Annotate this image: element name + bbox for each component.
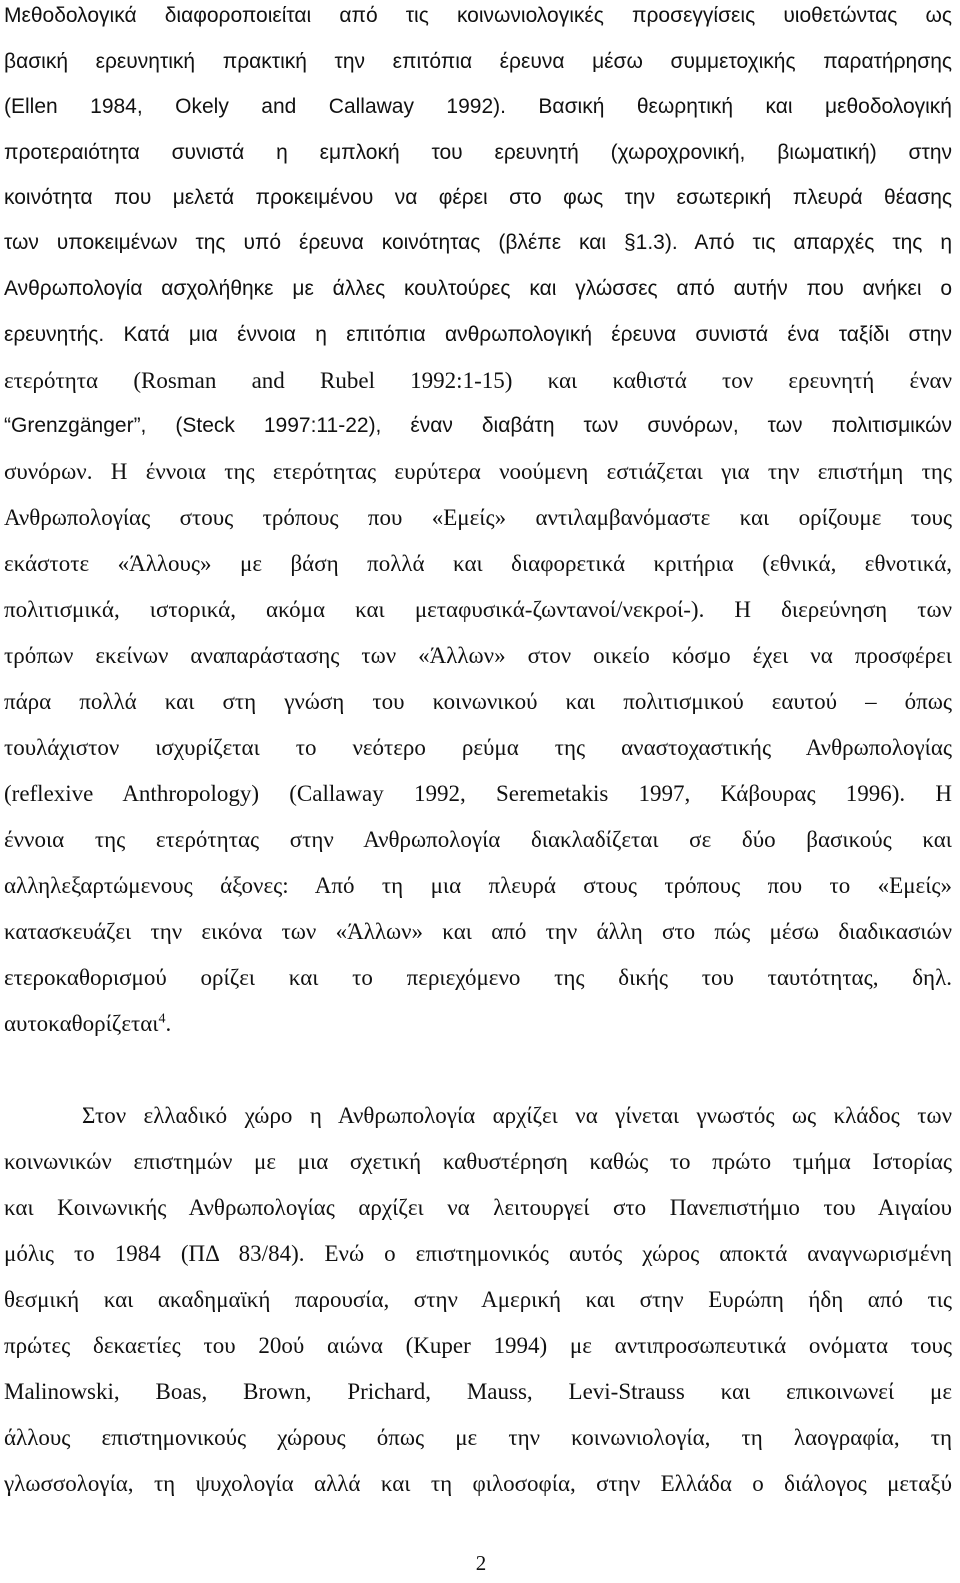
text-line: Μεθοδολογικά διαφοροποιείται από τις κοινωνιολογικές προσεγγίσεις υιοθετώντας ως: [4, 4, 952, 27]
text-line: άλλους επιστημονικούς χώρους όπως με την κοινωνιολογία, τη λαογραφία, τη: [4, 1425, 952, 1450]
footnote-reference[interactable]: 4: [158, 1011, 166, 1027]
text-line: εκάστοτε «Άλλους» με βάση πολλά και διαφορετικά κριτήρια (εθνικά, εθνοτικά,: [4, 551, 952, 576]
text-line: ερευνητής. Κατά μια έννοια η επιτόπια ανθρωπολογική έρευνα συνιστά ένα ταξίδι στην: [4, 323, 952, 346]
text-line: θεσμική και ακαδημαϊκή παρουσία, στην Αμερική και στην Ευρώπη ήδη από τις: [4, 1287, 952, 1312]
text-line: “Grenzgänger”, (Steck 1997:11-22), έναν διαβάτη των συνόρων, των πολιτισμικών: [4, 414, 952, 437]
text-line: μόλις το 1984 (ΠΔ 83/84). Ενώ ο επιστημονικός αυτός χώρος αποκτά αναγνωρισμένη: [4, 1241, 952, 1266]
text-line: ετερότητα (Rosman and Rubel 1992:1-15) και καθιστά τον ερευνητή έναν: [4, 368, 952, 393]
text-line: Malinowski, Boas, Brown, Prichard, Mauss, Levi-Strauss και επικοινωνεί με: [4, 1379, 952, 1404]
text-line: κοινότητα που μελετά προκειμένου να φέρει στο φως την εσωτερική πλευρά θέασης: [4, 186, 952, 209]
text-line: κοινωνικών επιστημών με μια σχετική καθυστέρηση καθώς το πρώτο τμήμα Ιστορίας: [4, 1149, 952, 1174]
text-line: και Κοινωνικής Ανθρωπολογίας αρχίζει να λειτουργεί στο Πανεπιστήμιο του Αιγαίου: [4, 1195, 952, 1220]
text-line: συνόρων. Η έννοια της ετερότητας ευρύτερα νοούμενη εστιάζεται για την επιστήμη της: [4, 459, 952, 484]
text-line: έννοια της ετερότητας στην Ανθρωπολογία διακλαδίζεται σε δύο βασικούς και: [4, 827, 952, 852]
text-line: κατασκευάζει την εικόνα των «Άλλων» και από την άλλη στο πώς μέσω διαδικασιών: [4, 919, 952, 944]
text-line: Στον ελλαδικό χώρο η Ανθρωπολογία αρχίζει να γίνεται γνωστός ως κλάδος των: [82, 1103, 952, 1128]
text-line: Ανθρωπολογίας στους τρόπους που «Εμείς» αντιλαμβανόμαστε και ορίζουμε τους: [4, 505, 952, 530]
text-line: (reflexive Anthropology) (Callaway 1992, Seremetakis 1997, Κάβουρας 1996). Η: [4, 781, 952, 806]
text-line: πολιτισμικά, ιστορικά, ακόμα και μεταφυσικά-ζωντανοί/νεκροί-). Η διερεύνηση των: [4, 597, 952, 622]
text-line: τουλάχιστον ισχυρίζεται το νεότερο ρεύμα της αναστοχαστικής Ανθρωπολογίας: [4, 735, 952, 760]
text-line-last: [4, 1010, 952, 1038]
text-line: των υποκειμένων της υπό έρευνα κοινότητας (βλέπε και §1.3). Από τις απαρχές της η: [4, 231, 952, 254]
text-line: ετεροκαθορισμού ορίζει και το περιεχόμενο της δικής του ταυτότητας, δηλ.: [4, 965, 952, 990]
text-line: τρόπων εκείνων αναπαράστασης των «Άλλων» στον οικείο κόσμο έχει να προσφέρει: [4, 643, 952, 668]
text-line: πάρα πολλά και στη γνώση του κοινωνικού και πολιτισμικού εαυτού – όπως: [4, 689, 952, 714]
text-line: βασική ερευνητική πρακτική την επιτόπια έρευνα μέσω συμμετοχικής παρατήρησης: [4, 50, 952, 73]
text-fragment: .: [165, 1011, 172, 1036]
text-fragment: αυτοκαθορίζεται: [4, 1011, 159, 1036]
text-line: Ανθρωπολογία ασχολήθηκε με άλλες κουλτούρες και γλώσσες από αυτήν που ανήκει ο: [4, 277, 952, 300]
text-line: προτεραιότητα συνιστά η εμπλοκή του ερευνητή (χωροχρονική, βιωματική) στην: [4, 141, 952, 164]
text-line: αλληλεξαρτώμενους άξονες: Από τη μια πλευρά στους τρόπους που το «Εμείς»: [4, 873, 952, 898]
page-number: 2: [475, 1551, 487, 1575]
text-line: γλωσσολογία, τη ψυχολογία αλλά και τη φιλοσοφία, στην Ελλάδα ο διάλογος μεταξύ: [4, 1471, 952, 1496]
text-line: (Ellen 1984, Okely and Callaway 1992). Βασική θεωρητική και μεθοδολογική: [4, 95, 952, 118]
text-line: πρώτες δεκαετίες του 20ού αιώνα (Kuper 1994) με αντιπροσωπευτικά ονόματα τους: [4, 1333, 952, 1358]
